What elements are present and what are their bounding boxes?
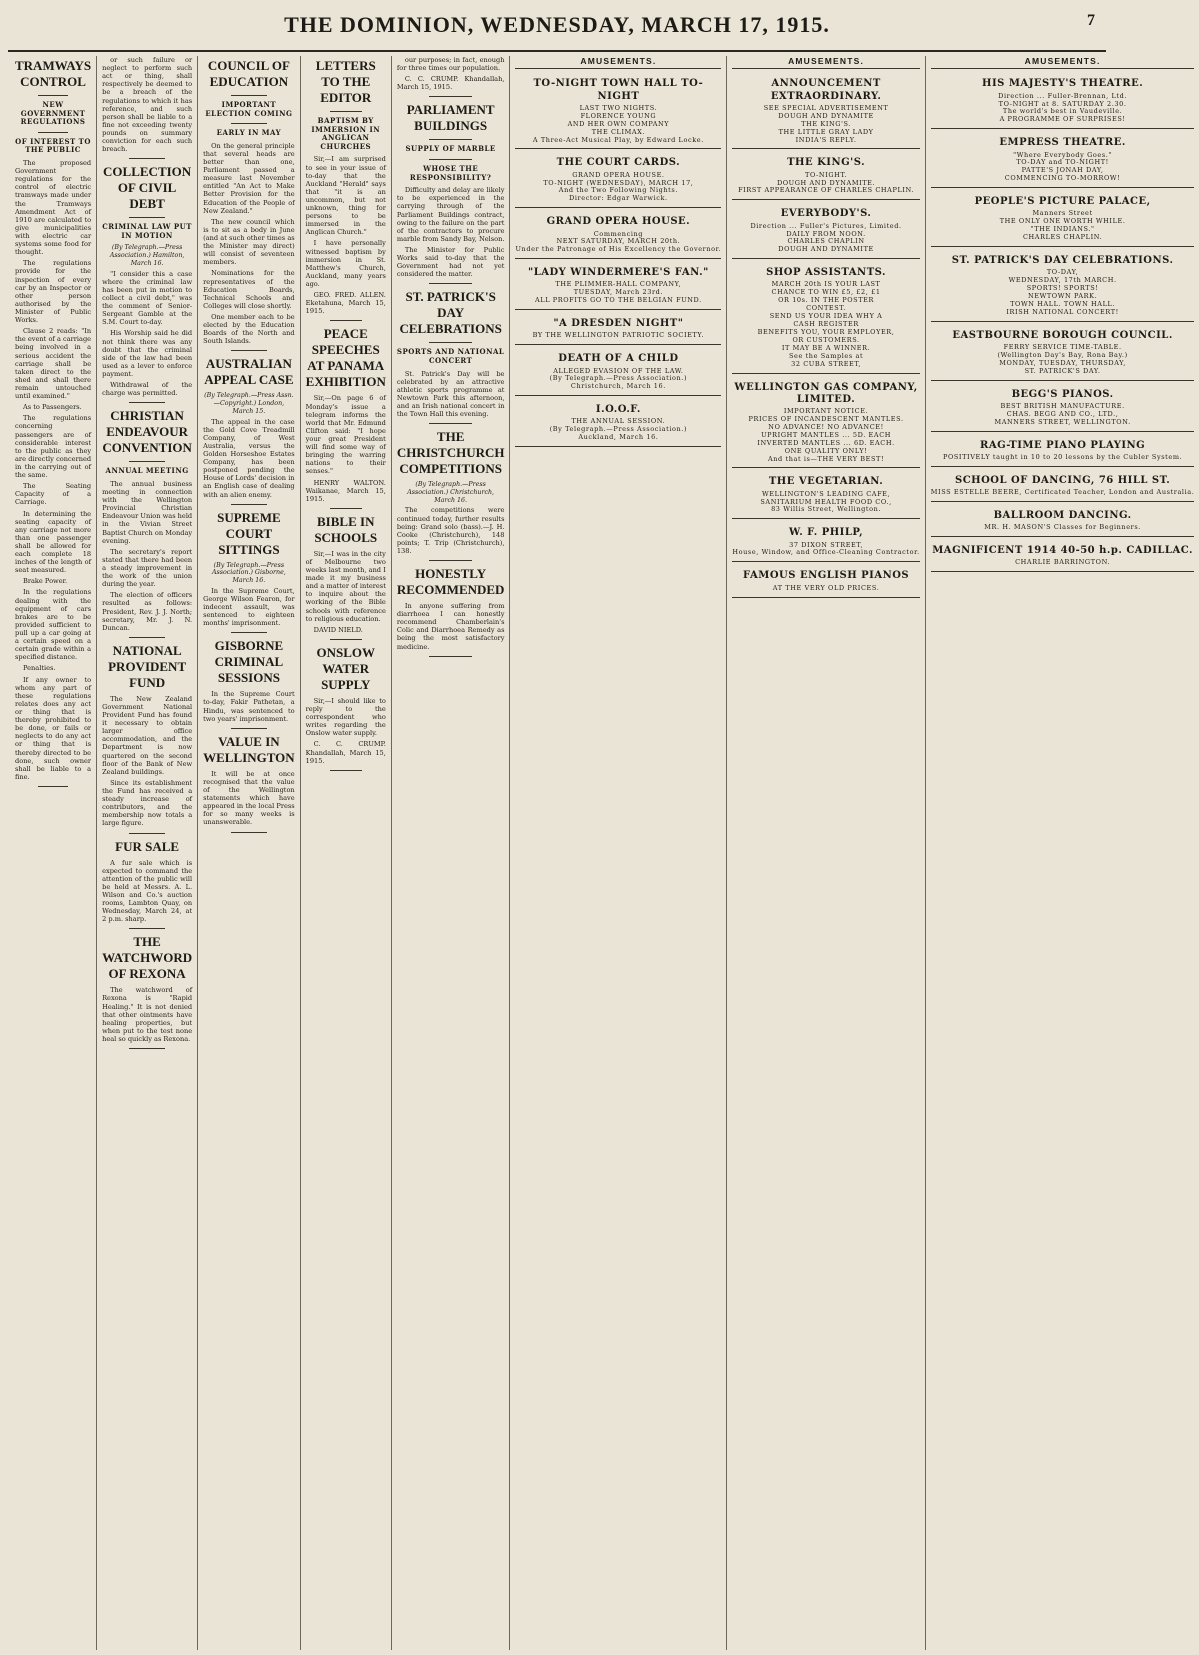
divider <box>429 139 472 140</box>
divider <box>129 402 165 403</box>
ad-line: MARCH 20th IS YOUR LAST <box>771 280 881 289</box>
ad-line: FERRY SERVICE TIME-TABLE. <box>1003 342 1122 351</box>
article-subheading: SPORTS AND NATIONAL CONCERT <box>396 347 505 365</box>
divider <box>129 217 165 218</box>
ad-line: Direction ... Fuller's Pictures, Limited. <box>750 221 902 230</box>
advertisement <box>931 73 1195 129</box>
advertisement <box>515 262 721 310</box>
article-paragraph: GEO. FRED. ALLEN. Eketahuna, March 15, 1915. <box>305 291 386 316</box>
ad-line: BEST BRITISH MANUFACTURE. <box>1000 401 1125 410</box>
article-paragraph: St. Patrick's Day will be celebrated by an attractive athletic sports programme at Newtown Park this afternoon, and an Irish national concert in the Town Hall this evening. <box>396 369 505 419</box>
column-4 <box>301 56 392 1650</box>
columns-grid <box>10 56 1195 1650</box>
article-paragraph: The proposed Government regulations for the control of electric tramways made under the Tramways Amendment Act of 1910 are calculated to give municipalities with electric car systems some food for thought. <box>15 159 92 257</box>
article-subheading: EARLY IN MAY <box>216 128 282 138</box>
article-headline: AUSTRALIAN APPEAL CASE <box>204 356 294 388</box>
article-byline: (By Telegraph.—Press Association.) Christchurch, March 16. <box>407 481 495 504</box>
ad-line: SEE SPECIAL ADVERTISEMENT <box>763 103 889 112</box>
ad-title: I.O.O.F. <box>595 404 641 416</box>
article-subheading: CRIMINAL LAW PUT IN MOTION <box>102 222 192 240</box>
article <box>397 289 505 424</box>
ad-title: EASTBOURNE BOROUGH COUNCIL. <box>952 329 1173 341</box>
article-paragraph: One member each to be elected by the Education Boards of the North and South Islands. <box>203 312 295 346</box>
article-subheading: NEW GOVERNMENT REGULATIONS <box>20 99 86 127</box>
ad-line: IRISH NATIONAL CONCERT! <box>1006 307 1119 316</box>
ad-title: SCHOOL OF DANCING, 76 HILL ST. <box>954 474 1171 486</box>
divider <box>330 508 362 509</box>
ad-line: UPRIGHT MANTLES ... 5D. EACH <box>761 430 892 439</box>
ad-line: LAST TWO NIGHTS. <box>579 103 658 112</box>
ad-line: IMPORTANT NOTICE. <box>783 406 869 415</box>
ad-line: 32 CUBA STREET, <box>791 359 862 368</box>
ad-line: See the Samples at <box>788 351 864 360</box>
ad-line: CASH REGISTER <box>793 320 859 329</box>
ad-line: (By Telegraph.—Press Association.) <box>549 425 688 434</box>
article <box>306 58 386 321</box>
article <box>102 408 192 638</box>
article-paragraph: DAVID NIELD. <box>313 625 363 634</box>
ad-title: HIS MAJESTY'S THEATRE. <box>982 78 1144 90</box>
article-paragraph: Clause 2 reads: "In the event of a carriage being involved in a serious accident the carriage shall be taken direct to the shed and shall there remain untouched until examined." <box>15 327 92 401</box>
ad-line: A PROGRAMME OF SURPRISES! <box>999 115 1126 124</box>
ad-line: The world's best in Vaudeville. <box>1002 107 1123 116</box>
article-paragraph: or such failure or neglect to perform such act or thing, shall respectively be deemed to be a breach of the regulations to which it has reference, and such person shall be liable to a fine not exceeding twenty pounds on summary conviction for each such breach. <box>102 56 193 154</box>
column-5 <box>392 56 511 1650</box>
ad-line: NEWTOWN PARK. <box>1027 292 1098 301</box>
article <box>102 56 192 159</box>
ad-line: CHANCE TO WIN £5, £2, £1 <box>771 288 881 297</box>
article-paragraph: Sir,—I should like to reply to the correspondent who writes regarding the Onslow water supply. <box>305 696 386 738</box>
ad-line: TO-DAY and TO-NIGHT! <box>1016 158 1109 167</box>
article-paragraph: In the Supreme Court, George Wilson Fearon, for indecent assault, was sentenced to eighteen months' imprisonment. <box>203 586 295 628</box>
ad-line: SANITARIUM HEALTH FOOD CO., <box>760 497 892 506</box>
divider <box>330 320 362 321</box>
ad-title: MAGNIFICENT 1914 40-50 h.p. CADILLAC. <box>932 544 1193 556</box>
page-number: 7 <box>1087 12 1096 29</box>
article <box>397 429 505 561</box>
article-paragraph: I have personally witnessed baptism by immersion in St. Matthew's Church, Auckland, many years ago. <box>305 239 386 289</box>
ad-title: WELLINGTON GAS COMPANY, LIMITED. <box>734 381 918 405</box>
article-headline: PARLIAMENT BUILDINGS <box>406 102 495 134</box>
ad-line: Director: Edgar Warwick. <box>569 194 668 203</box>
article-paragraph: Sir,—I was in the city of Melbourne two weeks last month, and I made it my business and a matter of interest to inquire about the working of the Bible schools with reference to religious education. <box>305 549 386 623</box>
article-paragraph: The election of officers resulted as follows: President, Rev. J. J. North; secretary, Mr. J. N. Duncan. <box>102 591 193 632</box>
ad-line: And the Two Following Nights. <box>558 186 678 195</box>
ad-line: INVERTED MANTLES ... 6D. EACH. <box>757 438 895 447</box>
advertisement <box>515 399 721 447</box>
ad-title: EMPRESS THEATRE. <box>999 137 1126 149</box>
article <box>203 510 295 634</box>
ad-line: (Wellington Day's Bay, Rona Bay.) <box>997 350 1128 359</box>
ad-title: PEOPLE'S PICTURE PALACE, <box>974 196 1151 208</box>
article-paragraph: our purposes; in fact, enough for three times our population. <box>396 56 505 73</box>
ad-title: BEGG'S PIANOS. <box>1011 388 1114 400</box>
ad-line: FLORENCE YOUNG <box>580 111 657 120</box>
divider <box>129 637 165 638</box>
advertisement <box>931 325 1195 381</box>
divider <box>231 350 268 351</box>
advertisement <box>931 435 1195 467</box>
article <box>102 839 192 930</box>
ad-line: SPORTS! SPORTS! <box>1026 284 1099 293</box>
divider <box>429 656 472 657</box>
ad-title: THE KING'S. <box>787 157 866 169</box>
ad-line: MONDAY, TUESDAY, THURSDAY, <box>999 358 1126 367</box>
ad-line: "Where Everybody Goes." <box>1013 150 1113 159</box>
article-paragraph: Sir,—I am surprised to see in your issue of to-day that the Auckland "Herald" says that "it is an uncommon, but not unknown, thing for persons to be immersed in the Anglican Church." <box>305 155 386 237</box>
column-3 <box>198 56 301 1650</box>
ad-line: MANNERS STREET, WELLINGTON. <box>994 417 1131 426</box>
ad-line: TO-NIGHT. <box>805 170 848 179</box>
ad-line: OR CUSTOMERS. <box>792 335 860 344</box>
divider <box>129 158 165 159</box>
ad-line: And that is—THE VERY BEST! <box>767 454 885 463</box>
divider <box>231 95 268 96</box>
article <box>203 734 295 833</box>
ad-title: RAG-TIME PIANO PLAYING <box>980 439 1146 451</box>
ad-line: FIRST APPEARANCE OF CHARLES CHAPLIN. <box>738 186 915 195</box>
advertisement <box>931 132 1195 188</box>
section-heading: AMUSEMENTS. <box>732 56 919 69</box>
advertisement <box>515 348 721 396</box>
ad-title: EVERYBODY'S. <box>780 208 872 220</box>
article-paragraph: Penalties. <box>23 664 56 673</box>
article-paragraph: In the regulations dealing with the equipment of cars brakes are to be provided sufficient to pull up a car going at a certain speed on a certain grade within a specified distance. <box>15 588 92 662</box>
ad-title: ST. PATRICK'S DAY CELEBRATIONS. <box>951 255 1174 267</box>
ad-line: GRAND OPERA HOUSE. <box>572 170 665 179</box>
article-paragraph: C. C. CRUMP. Khandallah, March 15, 1915. <box>305 740 386 765</box>
ad-title: TO-NIGHT TOWN HALL TO-NIGHT <box>533 78 704 102</box>
ad-line: MISS ESTELLE BEERE, Certificated Teacher, London and Australia. <box>930 487 1195 496</box>
column-6 <box>510 56 727 1650</box>
ad-line: THE CLIMAX. <box>591 127 646 136</box>
ad-title: THE COURT CARDS. <box>556 157 681 169</box>
ad-line: "THE INDIANS." <box>1030 225 1095 234</box>
divider <box>429 560 472 561</box>
ad-line: Direction ... Fuller-Brennan, Ltd. <box>998 91 1128 100</box>
article-headline: PEACE SPEECHES AT PANAMA EXHIBITION <box>305 326 386 390</box>
ad-line: ST. PATRICK'S DAY. <box>1024 366 1101 375</box>
ad-line: Under the Patronage of His Excellency the Governor. <box>515 245 722 254</box>
divider <box>429 342 472 343</box>
ad-line: Manners Street <box>1032 209 1093 218</box>
article-subheading: ANNUAL MEETING <box>105 466 189 476</box>
article-headline: ONSLOW WATER SUPPLY <box>316 644 375 692</box>
article-paragraph: On the general principle that several heads are better than one, Parliament passed a measure last November entitled "An Act to Make Better Provision for the Education of the People of New Zealand." <box>203 141 295 215</box>
divider <box>129 1048 165 1049</box>
article-byline: (By Telegraph.—Press Association.) Gisborne, March 16. <box>211 561 286 585</box>
ad-title: "A DRESDEN NIGHT" <box>553 318 684 330</box>
article-paragraph: The regulations concerning passengers are of considerable interest to the public as they are directly concerned in the carrying out of the same. <box>15 414 92 480</box>
article-headline: BIBLE IN SCHOOLS <box>314 513 378 545</box>
ad-line: TO-NIGHT (WEDNESDAY), MARCH 17, <box>543 178 694 187</box>
ad-line: CHARLES CHAPLIN. <box>1022 233 1103 242</box>
ad-line: BENEFITS YOU, YOUR EMPLOYER, <box>757 327 895 336</box>
article-paragraph: The Seating Capacity of a Carriage. <box>15 482 92 507</box>
article-headline: VALUE IN WELLINGTON <box>203 733 295 765</box>
ad-line: NO ADVANCE! NO ADVANCE! <box>768 422 884 431</box>
ad-title: BALLROOM DANCING. <box>993 509 1132 521</box>
article-headline: FUR SALE <box>115 838 180 854</box>
divider <box>38 786 68 787</box>
advertisement <box>931 470 1195 502</box>
article-headline: THE CHRISTCHURCH COMPETITIONS <box>396 429 505 477</box>
article <box>203 58 295 351</box>
article-headline: TRAMWAYS CONTROL <box>15 58 92 89</box>
ad-line: TO-NIGHT at 8. SATURDAY 2.30. <box>998 99 1127 108</box>
ad-line: MR. H. MASON'S Classes for Beginners. <box>984 523 1141 532</box>
ad-line: THE ONLY ONE WORTH WHILE. <box>999 217 1126 226</box>
ad-line: 83 Willis Street, Wellington. <box>771 505 882 514</box>
article-subheading: OF INTEREST TO THE PUBLIC <box>15 136 91 155</box>
divider <box>429 283 472 284</box>
ad-line: DOUGH AND DYNAMITE <box>778 111 874 120</box>
article-paragraph: The watchword of Rexona is "Rapid Healing." It is not denied that other ointments have healing properties, but when put to the test none heal so quickly as Rexona. <box>102 986 193 1044</box>
ad-line: INDIA'S REPLY. <box>795 135 857 144</box>
article-headline: THE WATCHWORD OF REXONA <box>102 934 193 982</box>
advertisement <box>732 73 919 149</box>
article-paragraph: A fur sale which is expected to command the attention of the public will be held at Messrs. A. L. Wilson and Co.'s auction rooms, Lambton Quay, on Wednesday, March 24, at 2 p.m. sharp. <box>102 858 193 924</box>
article-subheading: BAPTISM BY IMMERSION IN ANGLICAN CHURCHES <box>311 115 381 151</box>
divider <box>330 770 362 771</box>
article-paragraph: The new council which is to sit as a body in June (and at such other times as the Minister may direct) will consist of seventeen members. <box>203 217 295 267</box>
advertisement <box>732 152 919 200</box>
ad-title: ANNOUNCEMENT EXTRAORDINARY. <box>770 78 882 102</box>
ad-title: GRAND OPERA HOUSE. <box>546 216 691 228</box>
divider <box>231 728 268 729</box>
article-headline: SUPREME COURT SITTINGS <box>217 509 281 557</box>
ad-title: "LADY WINDERMERE'S FAN." <box>527 267 709 279</box>
article-paragraph: Difficulty and delay are likely to be experienced in the carrying through of the Parliament Buildings contract, owing to the failure on the part of the contractors to procure marble from Sandy Bay, Nelson. <box>396 186 505 243</box>
divider <box>129 461 165 462</box>
ad-title: W. F. PHILP, <box>789 527 864 539</box>
advertisement <box>931 384 1195 432</box>
divider <box>231 123 268 124</box>
article-paragraph: The annual business meeting in connection with the Wellington Provincial Christian Endeavour Union was held in the Vivian Street Baptist Church on Monday evening. <box>102 479 193 545</box>
article <box>306 514 386 640</box>
ad-line: NEXT SATURDAY, MARCH 20th. <box>556 237 681 246</box>
ad-line: IT MAY BE A WINNER. <box>781 343 871 352</box>
ad-line: CHAS. BEGG AND CO., LTD., <box>1006 409 1119 418</box>
article-paragraph: Nominations for the representatives of the Education Boards, Technical Schools and Colleges will close shortly. <box>203 269 295 310</box>
ad-line: DOUGH AND DYNAMITE. <box>776 178 876 187</box>
advertisement <box>515 152 721 208</box>
divider <box>330 639 362 640</box>
article-paragraph: The secretary's report stated that there had been a steady improvement in the work of the union during the year. <box>102 547 193 589</box>
article-paragraph: As to Passengers. <box>23 403 82 412</box>
article-byline: (By Telegraph.—Press Association.) Hamilton, March 16. <box>109 244 185 267</box>
advertisement <box>515 73 721 149</box>
ad-line: PRICES OF INCANDESCENT MANTLES. <box>748 414 904 423</box>
article-paragraph: Withdrawal of the charge was permitted. <box>102 381 193 398</box>
advertisement <box>931 250 1195 322</box>
article <box>203 638 295 728</box>
article-headline: COUNCIL OF EDUCATION <box>207 58 290 89</box>
ad-line: TUESDAY, March 23rd. <box>573 288 664 297</box>
ad-line: POSITIVELY taught in 10 to 20 lessons by the Cubler System. <box>942 452 1183 461</box>
ad-line: Christchurch, March 16. <box>570 382 666 391</box>
article-byline: (By Telegraph.—Press Assn.—Copyright.) London, March 15. <box>204 392 294 415</box>
advertisement <box>732 522 919 562</box>
ad-line: CONTEST. <box>806 304 846 313</box>
article-subheading: SUPPLY OF MARBLE <box>405 144 496 154</box>
divider <box>330 111 362 112</box>
article-headline: NATIONAL PROVIDENT FUND <box>108 642 187 690</box>
article-paragraph: C. C. CRUMP. Khandallah, March 15, 1915. <box>396 75 505 92</box>
advertisement <box>732 203 919 259</box>
article <box>102 643 192 834</box>
divider <box>38 132 68 133</box>
article-paragraph: The regulations provide for the inspection of every car by an Inspector or other person authorised by the Minister of Public Works. <box>15 259 92 325</box>
article-paragraph: In determining the seating capacity of any carriage not more than one passenger shall be allowed for each complete 18 inches of the length of seat measured. <box>15 509 92 575</box>
ad-line: (By Telegraph.—Press Association.) <box>549 374 688 383</box>
column-1 <box>10 56 97 1650</box>
article-paragraph: "I consider this a case where the criminal law has been put in motion to collect a civil debt," was the comment of Senior-Sergeant Gamble at the S.M. Court to-day. <box>102 269 193 327</box>
ad-line: THE LITTLE GRAY LADY <box>778 127 874 136</box>
article-paragraph: Sir,—On page 6 of Monday's issue a telegram informs the world that Mr. Edmund Clifton said: "I hope your great President will find some way of bringing the warring nations to their senses." <box>305 394 386 476</box>
article <box>397 566 505 657</box>
ad-line: DOUGH AND DYNAMITE <box>778 245 874 254</box>
ad-line: TOWN HALL. TOWN HALL. <box>1010 299 1116 308</box>
advertisement <box>515 313 721 345</box>
article-paragraph: The appeal in the case the Gold Cove Treadmill Company, of West Australia, versus the Golden Horseshoe Estates Company, has been postponed pending the House of Lords' decision in an English case of dealing with an alien enemy. <box>203 417 295 499</box>
ad-line: SEND US YOUR IDEA WHY A <box>769 312 883 321</box>
article-subheading: IMPORTANT ELECTION COMING <box>205 99 293 118</box>
article <box>397 56 505 97</box>
divider <box>231 504 268 505</box>
article <box>306 326 386 508</box>
article-paragraph: In anyone suffering from diarrhoea I can honestly recommend Chamberlain's Colic and Diarrhoea Remedy as being the most satisfactory medicine. <box>396 602 505 651</box>
masthead <box>0 0 1114 50</box>
ad-line: A Three-Act Musical Play, by Edward Locke. <box>532 135 704 144</box>
divider <box>38 95 68 96</box>
advertisement <box>732 377 919 469</box>
ad-line: 37 DIXON STREET, <box>789 540 864 549</box>
article-headline: GISBORNE CRIMINAL SESSIONS <box>214 638 284 686</box>
ad-line: ONE QUALITY ONLY! <box>784 446 868 455</box>
divider <box>231 632 268 633</box>
divider <box>129 833 165 834</box>
section-heading: AMUSEMENTS. <box>931 56 1195 69</box>
divider <box>429 96 472 97</box>
article-paragraph: The competitions were continued today, further results being: Grand solo (bass).—J. H. Cooke (Christchurch), 148 points; T. Trip (Christchurch), 138. <box>396 506 505 555</box>
ad-line: OR 10s. IN THE POSTER <box>778 296 875 305</box>
ad-line: ALL PROFITS GO TO THE BELGIAN FUND. <box>534 296 702 305</box>
article-subheading: WHOSE THE RESPONSIBILITY? <box>409 164 492 182</box>
ad-line: AND HER OWN COMPANY <box>567 119 670 128</box>
ad-line: TO-DAY, <box>1046 268 1079 277</box>
ad-line: THE ANNUAL SESSION. <box>571 417 666 426</box>
divider <box>429 423 472 424</box>
ad-line: THE PLIMMER-HALL COMPANY, <box>555 280 682 289</box>
article-paragraph: In the Supreme Court to-day, Fakir Pathetan, a Hindu, was sentenced to two years' imprisonment. <box>203 690 295 723</box>
article-paragraph: HENRY WALTON. Waikanae, March 15, 1915. <box>305 478 386 503</box>
article-paragraph: His Worship said he did not think there was any doubt that the criminal side of the law had been used as a lever to enforce payment. <box>102 329 193 378</box>
article-headline: COLLECTION OF CIVIL DEBT <box>103 164 192 212</box>
ad-title: FAMOUS ENGLISH PIANOS <box>742 570 910 582</box>
ad-line: WELLINGTON'S LEADING CAFE, <box>761 489 891 498</box>
ad-line: BY THE WELLINGTON PATRIOTIC SOCIETY. <box>532 331 705 340</box>
article <box>306 645 386 771</box>
article-paragraph: Since its establishment the Fund has received a steady increase of contributors, and the membership now totals a large figure. <box>102 778 193 828</box>
advertisement <box>515 211 721 259</box>
article-paragraph: It will be at once recognised that the value of the Wellington statements which have appeared in the local Press for so many weeks is unanswerable. <box>203 769 295 827</box>
ad-line: House, Window, and Office-Cleaning Contractor. <box>732 548 920 557</box>
ad-line: THE KING'S. <box>801 119 851 128</box>
article-paragraph: If any owner to whom any part of these regulations relates does any act or thing that is thereby prohibited to be done, or fails or neglects to do any act or thing that is thereby directed to be done, such owner shall be liable to a fine. <box>15 675 92 781</box>
advertisement <box>931 505 1195 537</box>
column-8 <box>926 56 1199 1650</box>
article <box>102 164 192 403</box>
ad-line: Auckland, March 16. <box>578 433 659 442</box>
article-headline: CHRISTIAN ENDEAVOUR CONVENTION <box>102 408 192 456</box>
masthead-rule <box>8 50 1106 52</box>
ad-line: ALLEGED EVASION OF THE LAW. <box>553 366 684 375</box>
ad-line: CHARLES CHAPLIN <box>787 237 865 246</box>
article-headline: ST. PATRICK'S DAY CELEBRATIONS <box>399 289 502 337</box>
ad-line: WEDNESDAY, 17th MARCH. <box>1008 276 1117 285</box>
section-heading: AMUSEMENTS. <box>515 56 721 69</box>
article <box>15 58 91 787</box>
advertisement <box>732 262 919 373</box>
ad-line: PATTE'S JONAH DAY, <box>1021 166 1104 175</box>
article-headline: LETTERS TO THE EDITOR <box>315 58 376 105</box>
ad-line: CHARLIE BARRINGTON. <box>1015 558 1111 567</box>
advertisement <box>931 540 1195 572</box>
article <box>102 934 192 1049</box>
advertisement <box>732 565 919 597</box>
ad-line: Commencing <box>593 229 644 238</box>
article-paragraph: Brake Power. <box>23 577 68 586</box>
article <box>397 102 505 284</box>
divider <box>429 159 472 160</box>
advertisement <box>732 471 919 519</box>
article-paragraph: The Minister for Public Works said to-day that the Government had not yet considered the matter. <box>396 246 505 279</box>
advertisement <box>931 191 1195 247</box>
article-paragraph: The New Zealand Government National Provident Fund has found it necessary to obtain larger office accommodation, and the Department is now quartered on the second floor of the Bank of New Zealand buildings. <box>102 694 193 776</box>
ad-line: COMMENCING TO-MORROW! <box>1004 174 1121 183</box>
ad-line: DAILY FROM NOON. <box>786 229 866 238</box>
ad-line: AT THE VERY OLD PRICES. <box>772 583 880 592</box>
article <box>203 356 295 504</box>
column-7 <box>727 56 925 1650</box>
masthead-title: THE DOMINION, WEDNESDAY, MARCH 17, 1915. <box>284 12 830 37</box>
column-2 <box>97 56 198 1650</box>
ad-title: THE VEGETARIAN. <box>768 476 884 488</box>
divider <box>129 928 165 929</box>
divider <box>231 832 268 833</box>
article-headline: HONESTLY RECOMMENDED <box>396 566 505 598</box>
ad-title: SHOP ASSISTANTS. <box>766 267 886 279</box>
ad-title: DEATH OF A CHILD <box>558 353 679 365</box>
